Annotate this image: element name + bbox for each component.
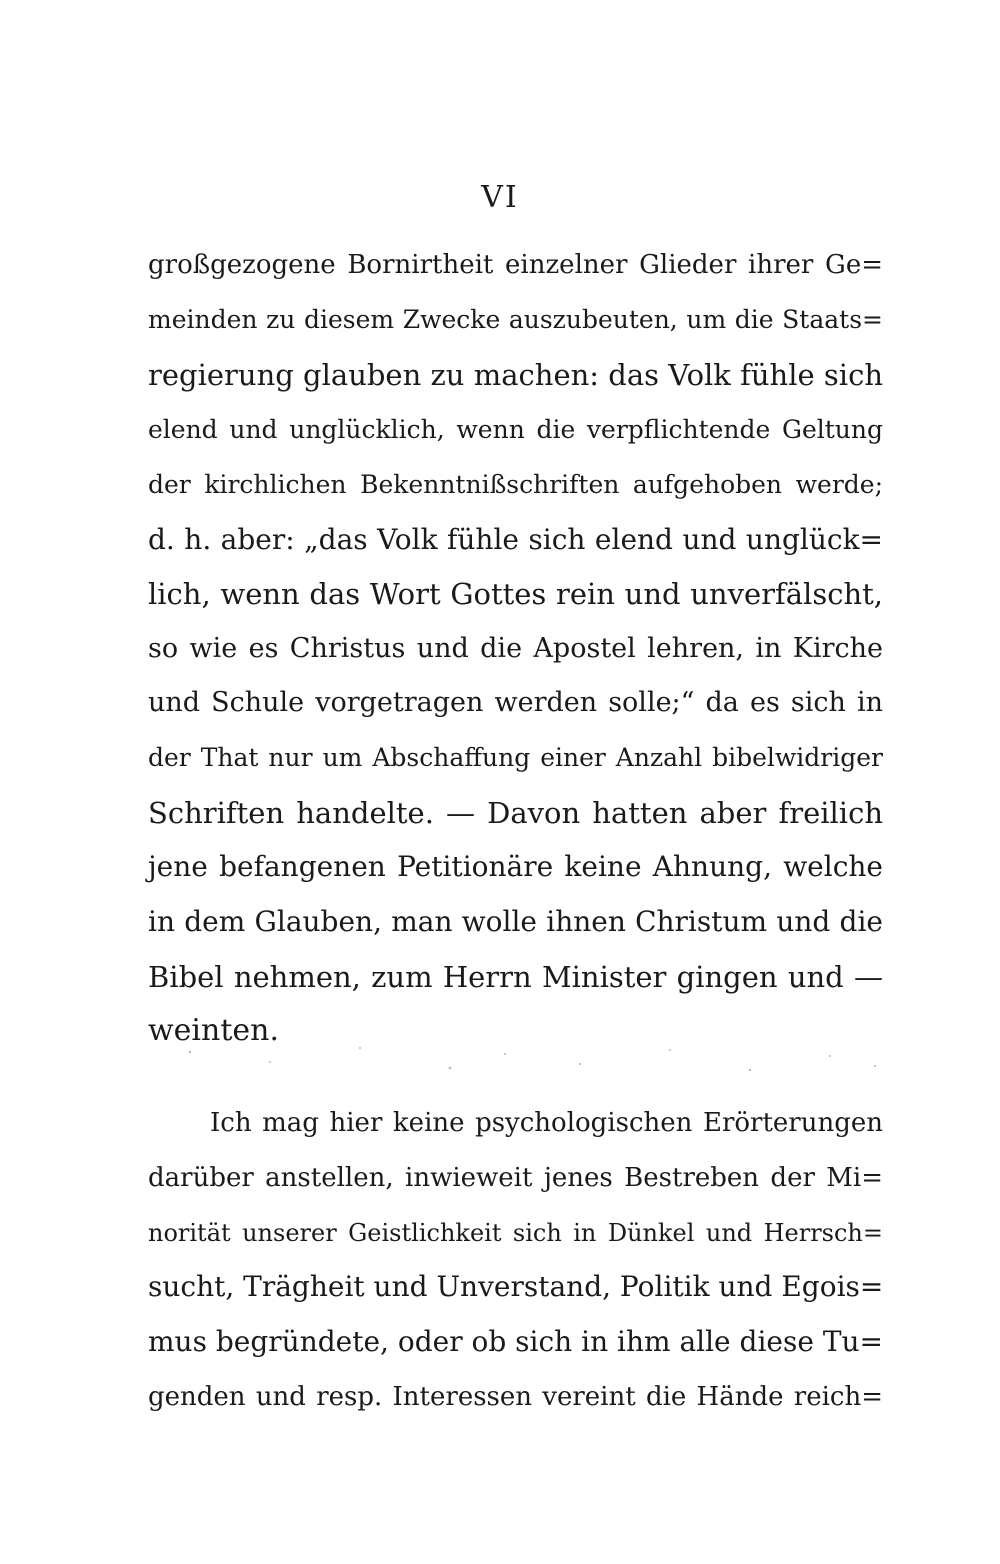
text-line: und Schule vorgetragen werden solle;“ da es sich in [148, 687, 883, 718]
text-line: darüber anstellen, inwieweit jenes Bestreben der Mi= [148, 1163, 883, 1193]
text-line: meinden zu diesem Zwecke auszubeuten, um die Staats= [148, 305, 883, 334]
text-line: Schriften handelte. — Davon hatten aber freilich [148, 796, 883, 830]
text-line: genden und resp. Interessen vereint die Hände reich= [148, 1382, 883, 1412]
text-line: regierung glauben zu machen: das Volk fühle sich [148, 358, 883, 392]
text-line: elend und unglücklich, wenn die verpflichtende Geltung [148, 415, 883, 444]
text-line: jene befangenen Petitionäre keine Ahnung, welche [148, 850, 883, 883]
text-line: der kirchlichen Bekenntnißschriften aufgehoben werde; [148, 470, 883, 499]
page-number: VI [481, 180, 519, 215]
print-speckles [150, 1040, 890, 1080]
text-line: Bibel nehmen, zum Herrn Minister gingen und — [148, 960, 883, 994]
text-line: norität unserer Geistlichkeit sich in Dünkel und Herrsch= [148, 1219, 883, 1247]
text-line: mus begründete, oder ob sich in ihm alle diese Tu= [148, 1325, 883, 1358]
text-line: sucht, Trägheit und Unverstand, Politik und Egois= [148, 1270, 884, 1303]
text-line: in dem Glauben, man wolle ihnen Christum und die [148, 905, 883, 938]
text-line: Ich mag hier keine psychologischen Erörterungen [210, 1108, 883, 1138]
text-line: großgezogene Bornirtheit einzelner Glieder ihrer Ge= [148, 250, 883, 280]
text-line: der That nur um Abschaffung einer Anzahl bibelwidriger [148, 743, 883, 772]
text-line: so wie es Christus und die Apostel lehren, in Kirche [148, 633, 883, 664]
text-line: weinten. [148, 1013, 280, 1048]
text-line: d. h. aber: „das Volk fühle sich elend und unglück= [148, 523, 883, 556]
text-line: lich, wenn das Wort Gottes rein und unverfälscht, [148, 577, 883, 611]
